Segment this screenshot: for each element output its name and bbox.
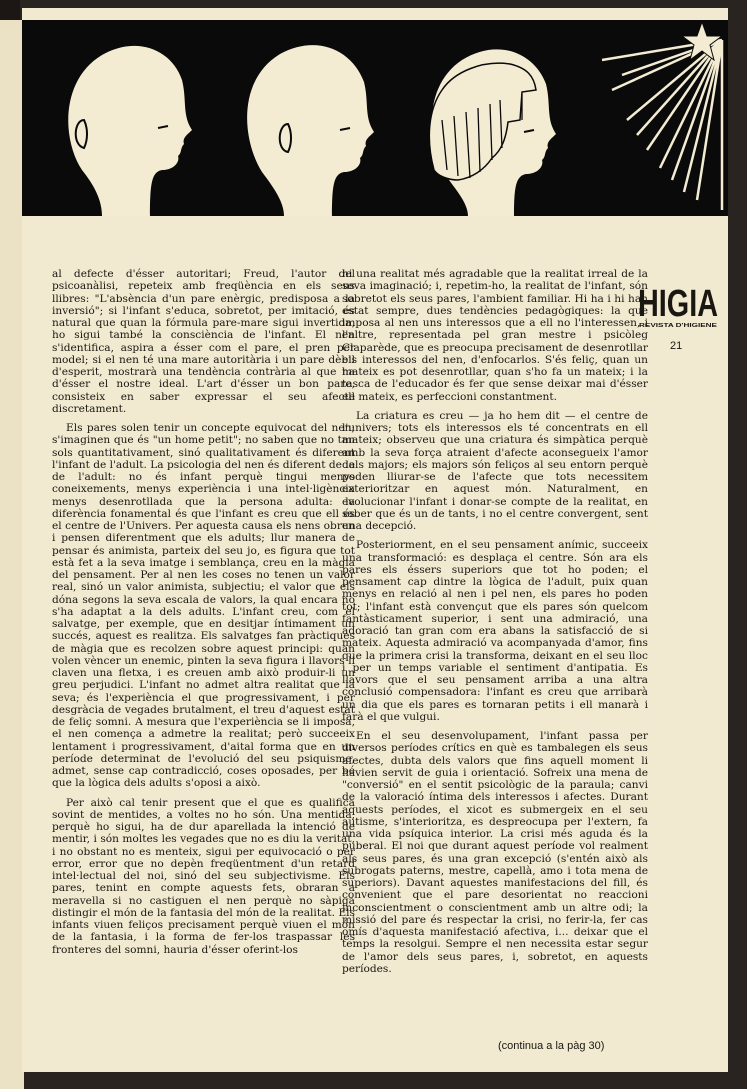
paragraph: hi una realitat més agradable que la realitat irreal de la seva imaginació; i, repetim-ho, la realitat de l'infant, són sobretot els seus pares, l'ambient familiar. Hi ha i hi han estat sempre, dues tendències pedagògiques: la que imposa al nen uns interessos que a ell no l'interessen, i l'altre, representada pel gran mestre i psicòleg Claparède, que es preocupa precisament de desenrotllar els interessos del nen, d'enfocarlos. S'és feliç, quan un mateix es pot desenrotllar, quan s'ho fa un mateix; i la tasca de l'educador és fer que sense deixar mai d'ésser ell mateix, es perfeccioni constantment. — [342, 268, 648, 403]
magazine-page — [22, 8, 728, 1072]
paragraph: al defecte d'ésser autoritari; Freud, l'autor del psicoanàlisi, repeteix amb freqüència en els seus llibres: "L'absència d'un pare enèrgic, predisposa a la inversió"; si l'infant s'educa, sobretot, per imitació, és natural que quan la fórmula pare-mare sigui invertida, ho sigui també la consciència de l'infant. El nen s'identifica, aspira a ésser com el pare, el pren per model; si el nen té una mare autoritària i un pare dèbil d'esperit, mostrarà una tendència contrària al que ha d'ésser el nostre ideal. L'art d'ésser un bon pare, consisteix en saber expressar el seu afecte discretament. — [52, 268, 355, 415]
higia-logo — [634, 276, 722, 336]
page-number: 21 — [670, 340, 683, 352]
three-heads-illustration — [22, 20, 728, 216]
header-illustration — [22, 20, 728, 216]
paragraph: Posteriorment, en el seu pensament anímic, succeeix una transformació: es desplaça el centre. Són ara els pares els éssers superiors que tot ho poden; el pensament cap dintre la lògica de l'adult, puix quan menys en relació al nen i pel nen, els pares ho poden tot; l'infant està convençut que els pares són quelcom fantàsticament superior, i sent una admiració, una adoració tan gran com era abans la satisfacció de si mateix. Aquesta admiració va acompanyada d'amor, fins que la primera crisi la transforma, deixant en el seu lloc i per un temps variable el sentiment d'antipatia. Es llavors que el seu pensament arriba a una altra conclusió compensadora: l'infant es creu que arribarà un dia que els pares es tornaran petits i ell manarà i farà el que vulgui. — [342, 539, 648, 723]
haired-head — [429, 49, 556, 216]
previous-page-edge — [0, 20, 24, 1089]
paragraph: Els pares solen tenir un concepte equivocat del nen; s'imaginen que és "un home petit"; no saben que no tan sols quantitativament, sinó qualitativament és diferent l'infant de l'adult. La psicologia del nen és diferent de la de l'adult: no és infant perquè tingui menys coneixements, menys experiència i una intel·ligència menys desenrotllada que la persona adulta: la diferència fonamental és que l'infant es creu que ell és el centre de l'Univers. Per aquesta causa els nens obren i pensen diferentment que els adults; llur manera de pensar és animista, parteix del seu jo, es figura que tot està fet a la seva imatge i semblança, creu en la màgia del pensament. Per al nen les coses no tenen un valor real, sinó un valor animista, subjectiu; el valor que els dóna segons la seva escala de valors, la qual encara no s'ha adaptat a la dels adults. L'infant creu, com el salvatge, per exemple, que en desitjar íntimament un succés, aquest es realitza. Els salvatges fan pràctiques de màgia que es recolzen sobre aquest principi: quan volen vèncer un enemic, pinten la seva figura i llavors li claven una fletxa, i es creuen amb això produir-li un greu perjudici. L'infant no admet altra realitat que la seva; és l'experiència el que progressivament, i per desgràcia de vegades brutalment, el treu d'aquest estat de feliç somni. A mesura que l'experiència se li imposa, el nen comença a admetre la realitat; però succeeix lentament i progressivament, d'aital forma que en un període determinat de l'evolució del seu psiquisme, admet, sense cap contradicció, coses oposades, per bé que la lògica dels adults s'oposi a això. — [52, 422, 355, 790]
paragraph: La criatura es creu — ja ho hem dit — el centre de l'univers; tots els interessos els té concentrats en ell mateix; observeu que una criatura és simpàtica perquè amb la seva força atraient d'afecte aconsegueix l'amor dels majors; els majors són feliços al seu entorn perquè poden lliurar-se de l'afecte que tots necessitem exterioritzar en aquest món. Naturalment, en evolucionar l'infant i donar-se compte de la realitat, en saber que és un de tants, i no el centre convergent, sent una decepció. — [342, 409, 648, 532]
right-text-column — [342, 268, 648, 982]
star-rays — [602, 22, 722, 210]
logo-text: HIGIA — [638, 283, 718, 325]
paragraph: Per això cal tenir present que el que es qualifica sovint de mentides, a voltes no ho són. Una mentida, perquè ho sigui, ha de dur aparellada la intenció de mentir, i són moltes les vegades que no es diu la veritat, i no obstant no es menteix, sigui per equivocació o per error, error que no depèn freqüentment d'un retard intel·lectual del noi, sinó del seu subjectivisme. Els pares, tenint en compte aquests fets, obraran a meravella si no castiguen el nen perquè no sàpiga distingir el món de la fantasia del món de la realitat. Els infants viuen feliços precisament perquè viuen el món de la fantasia, i la forma de fer-los traspassar les fronteres del somni, hauria d'ésser oferint-los — [52, 796, 355, 956]
bald-head-1 — [68, 46, 192, 216]
paragraph: En el seu desenvolupament, l'infant passa per diversos períodes crítics en què es tambalegen els seus afectes, dubta dels valors que fins aquell moment li havien servit de guia i orientació. Sofreix una mena de "conversió" en el sentit psicològic de la paraula; canvi de la valoració íntima dels interessos i afectes. Durant aquests períodes, el xicot es submergeix en el seu autisme, s'interioritza, es despreocupa per l'extern, fa una vida psíquica interior. La crisi més aguda és la puberal. El noi que durant aquest període vol realment als seus pares, és una gran excepció (s'entén això als subrogats paterns, mestre, capellà, amo i tota mena de superiors). Davant aquestes manifestacions del fill, és convenient que el pare desorientat no reaccioni inconscientment o conscientment amb un altre odi; la missió del pare és respectar la crisi, no ferir-la, fer cas omís d'aquesta manifestació afectiva, i... deixar que el temps la resolgui. Sempre el nen necessita estar segur de l'amor dels seus pares, i, sobretot, en aquests períodes. — [342, 730, 648, 975]
bald-head-2 — [247, 45, 374, 216]
left-text-column — [52, 268, 355, 963]
continuation-note: (continua a la pàg 30) — [498, 1040, 605, 1052]
logo-subtitle: REVISTA D'HIGIENE — [639, 323, 718, 329]
